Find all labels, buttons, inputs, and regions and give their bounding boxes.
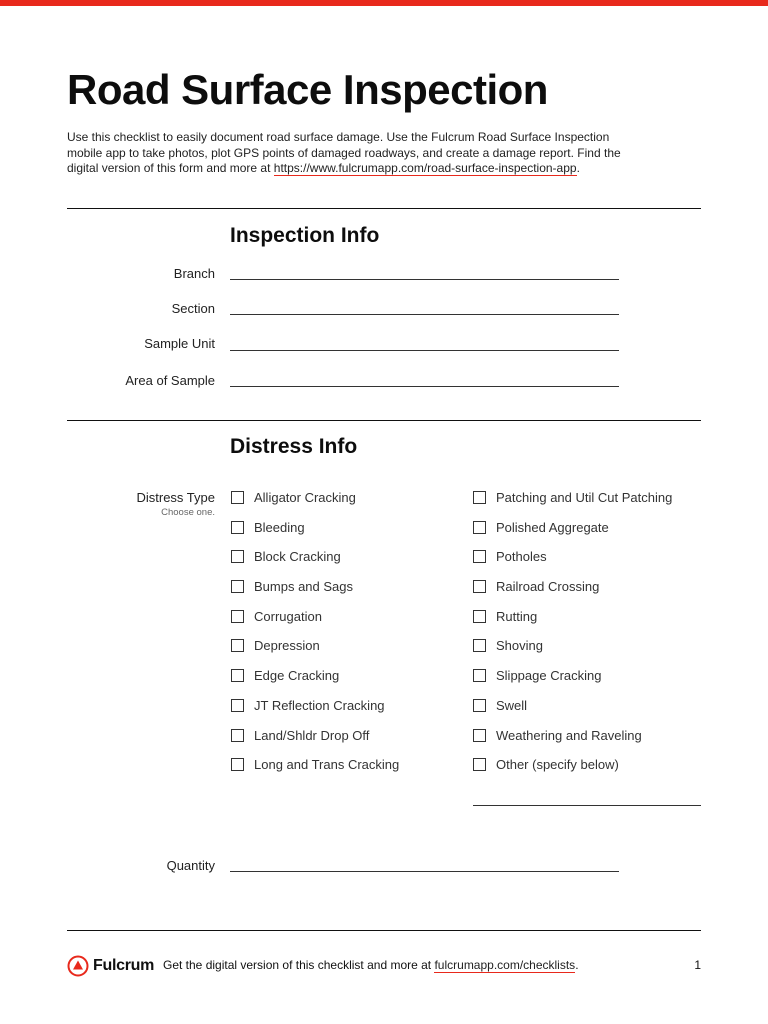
checkbox-label: Corrugation xyxy=(254,608,322,624)
checkbox-icon xyxy=(473,610,486,623)
checkbox-icon xyxy=(473,699,486,712)
checkbox-icon xyxy=(231,729,244,742)
intro-link[interactable]: https://www.fulcrumapp.com/road-surface-inspection-app xyxy=(273,161,577,176)
checkbox-label: Block Cracking xyxy=(254,548,341,564)
intro-paragraph xyxy=(67,130,637,177)
checkbox-label: Bleeding xyxy=(254,519,305,535)
checkbox-icon xyxy=(473,639,486,652)
branch-field[interactable] xyxy=(230,279,619,280)
checkbox-rutting[interactable] xyxy=(473,607,537,625)
top-accent-bar xyxy=(0,0,768,6)
checkbox-edge-cracking[interactable] xyxy=(231,666,339,684)
checkbox-label: Polished Aggregate xyxy=(496,519,609,535)
branch-label: Branch xyxy=(173,266,215,281)
checkbox-icon xyxy=(473,491,486,504)
footer-message: Get the digital version of this checklist and more at xyxy=(163,958,435,972)
checkbox-icon xyxy=(473,521,486,534)
footer-link[interactable]: fulcrumapp.com/checklists xyxy=(434,958,576,972)
intro-end: . xyxy=(576,161,580,176)
divider xyxy=(67,930,701,931)
checkbox-polished-aggregate[interactable] xyxy=(473,518,609,536)
section-field[interactable] xyxy=(230,314,619,315)
checkbox-block-cracking[interactable] xyxy=(231,547,341,565)
checkbox-swell[interactable] xyxy=(473,696,527,714)
checkbox-icon xyxy=(473,758,486,771)
checkbox-icon xyxy=(231,550,244,563)
checkbox-slippage-cracking[interactable] xyxy=(473,666,602,684)
checkbox-icon xyxy=(473,580,486,593)
footer-end: . xyxy=(575,958,579,972)
checkbox-icon xyxy=(231,669,244,682)
checkbox-icon xyxy=(231,521,244,534)
checkbox-bumps-and-sags[interactable] xyxy=(231,577,353,595)
sample-unit-field[interactable] xyxy=(230,350,619,351)
checkbox-long-and-trans-cracking[interactable] xyxy=(231,755,399,773)
checkbox-weathering-and-raveling[interactable] xyxy=(473,726,642,744)
checkbox-label: Shoving xyxy=(496,637,543,653)
checkbox-label: Alligator Cracking xyxy=(254,489,356,505)
checkbox-alligator-cracking[interactable] xyxy=(231,488,356,506)
footer-text xyxy=(163,958,579,972)
fulcrum-logo xyxy=(67,955,154,977)
checkbox-land-shldr-drop-off[interactable] xyxy=(231,726,369,744)
checkbox-icon xyxy=(231,758,244,771)
checkbox-label: Land/Shldr Drop Off xyxy=(254,727,370,743)
checkbox-railroad-crossing[interactable] xyxy=(473,577,599,595)
checkbox-icon xyxy=(473,550,486,563)
checkbox-shoving[interactable] xyxy=(473,636,543,654)
checkbox-icon xyxy=(231,610,244,623)
quantity-field[interactable] xyxy=(230,871,619,872)
section-label: Section xyxy=(171,301,215,316)
checkbox-label: Railroad Crossing xyxy=(496,578,600,594)
checkbox-potholes[interactable] xyxy=(473,547,547,565)
quantity-label: Quantity xyxy=(166,858,215,873)
checkbox-icon xyxy=(231,580,244,593)
divider xyxy=(67,208,701,209)
checkbox-depression[interactable] xyxy=(231,636,320,654)
inspection-info-heading: Inspection Info xyxy=(230,224,380,247)
checkbox-jt-reflection-cracking[interactable] xyxy=(231,696,385,714)
fulcrum-logo-icon xyxy=(67,955,89,977)
checkbox-label: Bumps and Sags xyxy=(254,578,354,594)
checkbox-other[interactable] xyxy=(473,755,619,773)
page-number: 1 xyxy=(694,958,701,972)
checkbox-patching-and-util-cut-patching[interactable] xyxy=(473,488,672,506)
checkbox-icon xyxy=(231,639,244,652)
distress-info-heading: Distress Info xyxy=(230,435,358,458)
checkbox-label: Long and Trans Cracking xyxy=(254,756,400,772)
checkbox-label: Weathering and Raveling xyxy=(496,727,642,743)
checkbox-icon xyxy=(231,491,244,504)
checkbox-icon xyxy=(473,729,486,742)
page-title: Road Surface Inspection xyxy=(67,66,548,113)
divider xyxy=(67,420,701,421)
intro-text: Use this checklist to easily document road surface damage. Use the Fulcrum Road Surface Inspection mobile app to take photos, plot GPS points of damaged roadways, and create a damage report. Find the digital version of this form and more at xyxy=(67,130,621,176)
area-of-sample-label: Area of Sample xyxy=(125,373,215,388)
fulcrum-logo-text: Fulcrum xyxy=(93,957,155,974)
checkbox-label: JT Reflection Cracking xyxy=(254,697,385,713)
checkbox-label: Swell xyxy=(496,697,528,713)
checkbox-icon xyxy=(473,669,486,682)
distress-type-label: Distress Type xyxy=(136,490,215,505)
checkbox-label: Rutting xyxy=(496,608,538,624)
checkbox-label: Edge Cracking xyxy=(254,667,340,683)
checkbox-bleeding[interactable] xyxy=(231,518,305,536)
checkbox-label: Other (specify below) xyxy=(496,756,619,772)
checkbox-label: Slippage Cracking xyxy=(496,667,602,683)
sample-unit-label: Sample Unit xyxy=(144,336,215,351)
checkbox-label: Patching and Util Cut Patching xyxy=(496,489,673,505)
checkbox-label: Potholes xyxy=(496,548,547,564)
area-of-sample-field[interactable] xyxy=(230,386,619,387)
checkbox-label: Depression xyxy=(254,637,320,653)
checkbox-icon xyxy=(231,699,244,712)
distress-type-hint: Choose one. xyxy=(161,507,215,518)
checkbox-corrugation[interactable] xyxy=(231,607,322,625)
other-specify-field[interactable] xyxy=(473,805,701,806)
